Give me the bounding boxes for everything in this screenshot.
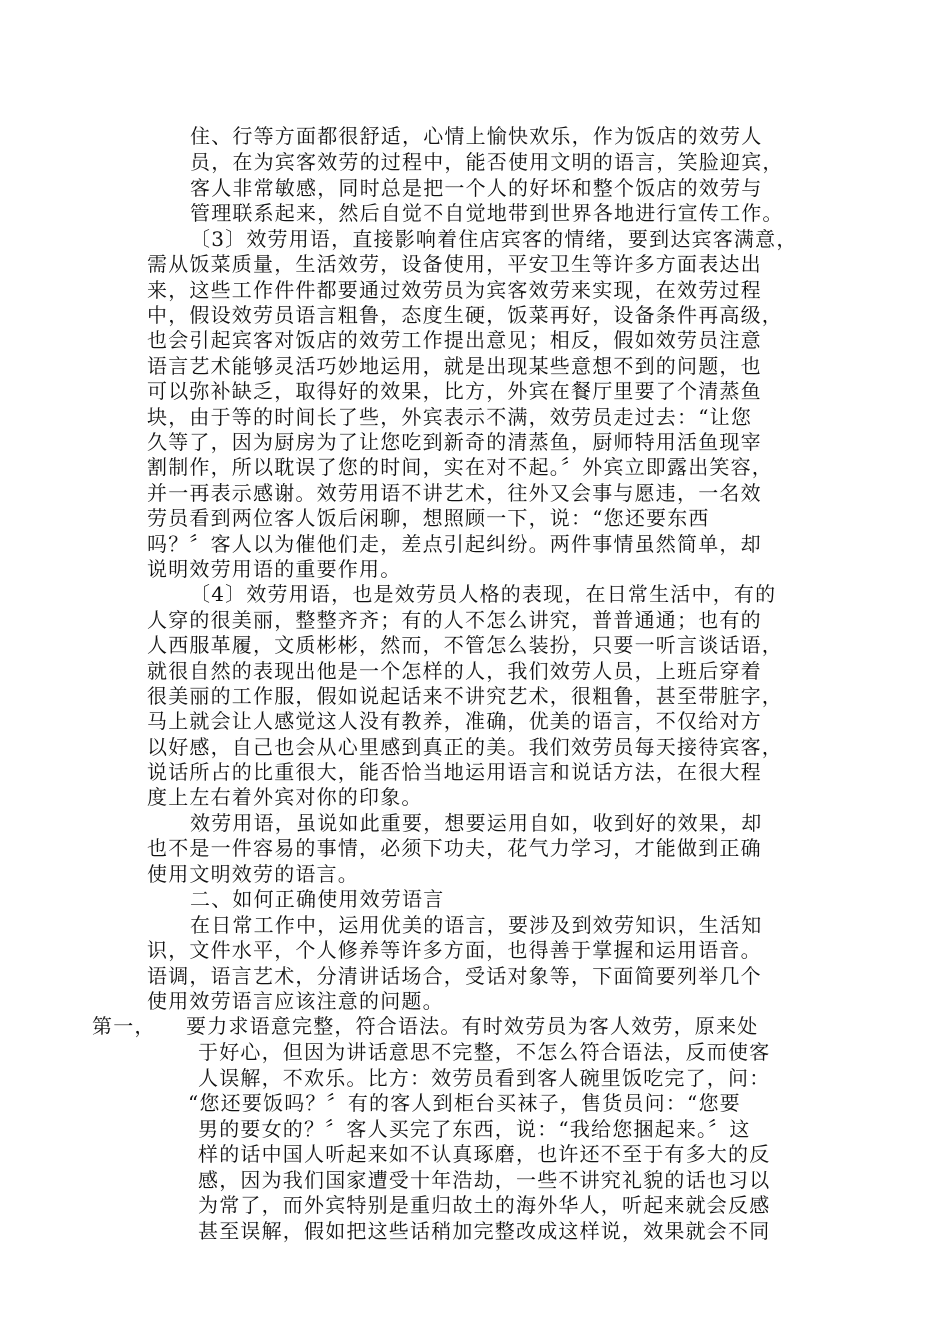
text-line: 人误解，不欢乐。比方：效劳员看到客人碗里饭吃完了，问：	[198, 1066, 771, 1090]
text-line: 久等了，因为厨房为了让您吃到新奇的清蒸鱼，厨师特用活鱼现宰	[147, 430, 762, 454]
text-line: 也会引起宾客对饭店的效劳工作提出意见；相反，假如效劳员注意	[147, 328, 762, 352]
text-line: 块，由于等的时间长了些，外宾表示不满，效劳员走过去：“让您	[147, 405, 753, 429]
text-line: 感，因为我们国家遭受十年浩劫，一些不讲究礼貌的话也习以	[198, 1168, 771, 1192]
text-line: 于好心，但因为讲话意思不完整，不怎么符合语法，反而使客	[198, 1040, 771, 1064]
text-line: 员，在为宾客效劳的过程中，能否使用文明的语言，笑脸迎宾，	[190, 150, 784, 174]
list-item-label: 第一，	[92, 1014, 156, 1038]
text-line: 使用效劳语言应该注意的问题。	[147, 989, 444, 1013]
text-line: 使用文明效劳的语言。	[147, 862, 359, 886]
paragraph-start-line: 效劳用语，虽说如此重要，想要运用自如，收到好的效果，却	[190, 811, 763, 835]
text-line: 需从饭菜质量，生活效劳，设备使用，平安卫生等许多方面表达出	[147, 252, 762, 276]
text-line: 马上就会让人感觉这人没有教养，准确，优美的语言，不仅给对方	[147, 709, 762, 733]
text-line: 也不是一件容易的事情，必须下功夫，花气力学习，才能做到正确	[147, 836, 762, 860]
section-heading: 二、如何正确使用效劳语言	[190, 887, 445, 911]
text-line: 住、行等方面都很舒适，心情上愉快欢乐，作为饭店的效劳人	[190, 124, 763, 148]
text-line: 人西服革履，文质彬彬，然而，不管怎么装扮，只要一听言谈话语，	[147, 633, 783, 657]
text-line: 识，文件水平，个人修养等许多方面，也得善于掌握和运用语音。	[147, 938, 762, 962]
text-line: 人穿的很美丽，整整齐齐；有的人不怎么讲究，普普通通；也有的	[147, 608, 762, 632]
text-line: 男的要女的？〞客人买完了东西，说：“我给您捆起来。〞这	[198, 1117, 751, 1141]
text-line: 样的话中国人听起来如不认真琢磨，也许还不至于有多大的反	[198, 1142, 771, 1166]
text-line: 度上左右着外宾对你的印象。	[147, 785, 423, 809]
text-line: 割制作，所以耽误了您的时间，实在对不起。〞外宾立即露出笑容，	[147, 455, 773, 479]
text-line: 来，这些工作件件都要通过效劳员为宾客效劳来实现，在效劳过程	[147, 278, 762, 302]
text-line: 管理联系起来，然后自觉不自觉地带到世界各地进行宣传工作。	[190, 201, 784, 225]
paragraph-start-line: 〔4〕效劳用语，也是效劳员人格的表现，在日常生活中，有的	[190, 582, 777, 606]
text-line: 说明效劳用语的重要作用。	[147, 557, 402, 581]
text-line: 可以弥补缺乏，取得好的效果，比方，外宾在餐厅里要了个清蒸鱼	[147, 379, 762, 403]
text-line: 客人非常敏感，同时总是把一个人的好坏和整个饭店的效劳与	[190, 176, 763, 200]
text-line: 语言艺术能够灵活巧妙地运用，就是出现某些意想不到的问题，也	[147, 354, 762, 378]
text-line: 吗？〞客人以为催他们走，差点引起纠纷。两件事情虽然简单，却	[147, 532, 762, 556]
text-line: 甚至误解，假如把这些话稍加完整改成这样说，效果就会不同	[198, 1219, 771, 1243]
text-line: 以好感，自己也会从心里感到真正的美。我们效劳员每天接待宾客，	[147, 735, 783, 759]
paragraph-start-line: 在日常工作中，运用优美的语言，要涉及到效劳知识，生活知	[190, 913, 763, 937]
text-line: 为常了，而外宾特别是重归故土的海外华人，听起来就会反感	[198, 1193, 771, 1217]
text-line: 劳员看到两位客人饭后闲聊，想照顾一下，说：“您还要东西	[147, 506, 710, 530]
text-line: “您还要饭吗？〞有的客人到柜台买袜子，售货员问：“您要	[188, 1091, 741, 1115]
text-line: 说话所占的比重很大，能否恰当地运用语言和说话方法，在很大程	[147, 760, 762, 784]
text-line: 中，假设效劳员语言粗鲁，态度生硬，饭菜再好，设备条件再高级，	[147, 303, 783, 327]
text-line: 就很自然的表现出他是一个怎样的人，我们效劳人员，上班后穿着	[147, 659, 762, 683]
text-line: 很美丽的工作服，假如说起话来不讲究艺术，很粗鲁，甚至带脏字，	[147, 684, 783, 708]
paragraph-start-line: 〔3〕效劳用语，直接影响着住店宾客的情绪，要到达宾客满意，	[190, 227, 798, 251]
text-line: 要力求语意完整，符合语法。有时效劳员为客人效劳，原来处	[186, 1014, 759, 1038]
text-line: 并一再表示感谢。效劳用语不讲艺术，往外又会事与愿违，一名效	[147, 481, 762, 505]
text-line: 语调，语言艺术，分清讲话场合，受话对象等，下面简要列举几个	[147, 964, 762, 988]
